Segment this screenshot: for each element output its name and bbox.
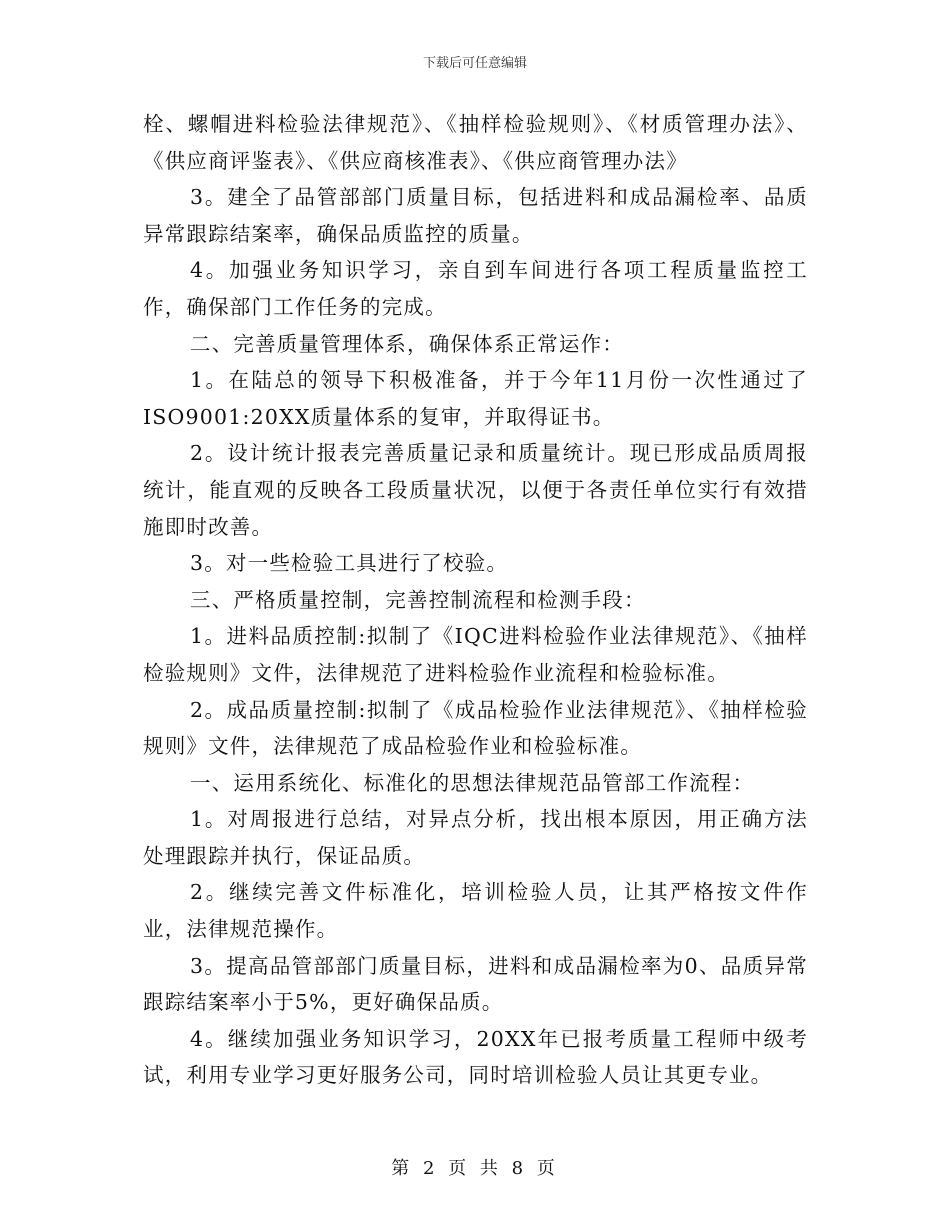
paragraph: 3。提高品管部部门质量目标，进料和成品漏检率为0、品质异常跟踪结案率小于5%，更好确保品质。 (143, 953, 808, 1015)
paragraph: 3。对一些检验工具进行了校验。 (190, 551, 509, 576)
page-number: 第 2 页 共 8 页 (391, 1158, 559, 1179)
paragraph: 1。对周报进行总结，对异点分析，找出根本原因，用正确方法处理跟踪并执行，保证品质。 (143, 807, 808, 868)
section-heading: 二、完善质量管理体系，确保体系正常运作： (190, 331, 624, 356)
paragraph: 1。在陆总的领导下积极准备，并于今年11月份一次性通过了ISO9001:20XX质量体系的复审，并取得证书。 (143, 368, 808, 429)
document-body (143, 106, 808, 1094)
section-heading: 一、运用系统化、标准化的思想法律规范品管部工作流程： (190, 770, 755, 795)
paragraph: 2。成品质量控制:拟制了《成品检验作业法律规范》、《抽样检验规则》文件，法律规范了成品检验作业和检验标准。 (143, 697, 808, 759)
page-header: 下载后可任意编辑 (422, 56, 527, 71)
paragraph: 1。进料品质控制:拟制了《IQC进料检验作业法律规范》、《抽样检验规则》文件，法律规范了进料检验作业流程和检验标准。 (143, 624, 808, 685)
paragraph: 4。加强业务知识学习，亲自到车间进行各项工程质量监控工作，确保部门工作任务的完成。 (143, 258, 808, 319)
paragraph: 4。继续加强业务知识学习，20XX年已报考质量工程师中级考试，利用专业学习更好服务公司，同时培训检验人员让其更专业。 (143, 1026, 808, 1088)
paragraph: 栓、螺帽进料检验法律规范》、《抽样检验规则》、《材质管理办法》、《供应商评鉴表》、《供应商核准表》、《供应商管理办法》 (143, 112, 808, 173)
paragraph: 2。继续完善文件标准化，培训检验人员，让其严格按文件作业，法律规范操作。 (143, 880, 808, 942)
paragraph: 3。建全了品管部部门质量目标，包括进料和成品漏检率、品质异常跟踪结案率，确保品质监控的质量。 (143, 185, 808, 246)
section-heading: 三、严格质量控制，完善控制流程和检测手段： (190, 587, 646, 612)
paragraph: 2。设计统计报表完善质量记录和质量统计。现已形成品质周报统计，能直观的反映各工段质量状况，以便于各责任单位实行有效措施即时改善。 (143, 441, 808, 539)
